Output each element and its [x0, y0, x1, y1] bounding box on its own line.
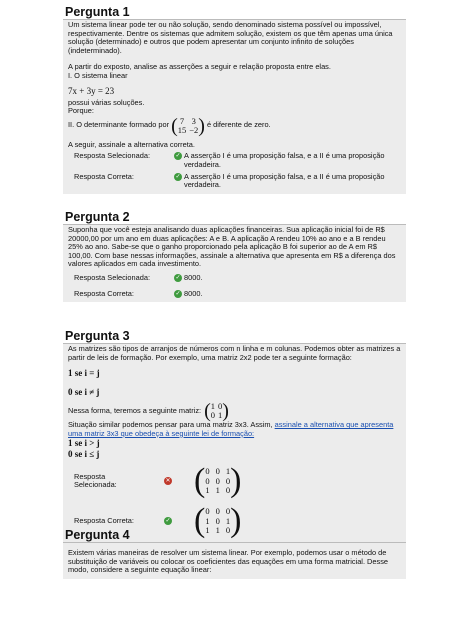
q1-intro: Um sistema linear pode ter ou não solução, sendo denominado sistema possível ou impossível, respectivamente. Dentre os sistemas que admitem solução, existem os que têm apenas uma única solução (determinado) e outros que podem apresentar um conjunto infinito de soluções (indeterminado).: [68, 20, 393, 55]
correct-answer-matrix: ( 0 0 0 1 0 1 1 1 0 ): [194, 502, 242, 540]
q1-because: Porque:: [68, 106, 94, 116]
selected-answer-label: Resposta Selecionada:: [74, 471, 117, 490]
cross-icon: ✕: [165, 478, 171, 485]
selected-answer-text: 8000.: [184, 272, 203, 282]
q3-matrix-intro: Nessa forma, teremos a seguinte matriz:: [68, 405, 202, 415]
matrix-cell: 0: [225, 485, 231, 496]
check-icon: ✓: [175, 290, 181, 297]
matrix-cell: 0: [210, 410, 216, 421]
matrix-cell: 0: [215, 466, 220, 477]
matrix-cell: 1: [205, 525, 210, 536]
matrix-cell: −2: [189, 124, 199, 135]
matrix-cell: 0: [215, 506, 220, 517]
q1-determinant-matrix: ( 7 3 15 −2 ): [171, 114, 205, 137]
q3-intro: As matrizes são tipos de arranjos de números com n linha e m colunas. Podemos obter as matrizes a partir de leis de formação. Por exemplo, uma matriz 2x2 pode ter a seguinte formação:: [68, 344, 401, 362]
matrix-cell: 0: [218, 401, 223, 412]
correct-answer-text: 8000.: [184, 288, 203, 298]
q3-rule-1: 1 se i = j: [68, 368, 100, 379]
question-2-title: Pergunta 2: [63, 210, 406, 225]
question-3-body: [63, 344, 406, 554]
q2-text: Suponha que você esteja analisando duas aplicações financeiras. Sua aplicação inicial foi de R$ 20000,00 por um ano em duas aplicações: A e B. A aplicação A rendeu 10% ao ano e a B rendeu 25% ao ano. Sabe-se que o ganho proporcionado pela aplicação B foi superior ao de A em R$ 100,00. Com base nessas informações, assinale a alternativa que apresenta em R$ a diferença dos valores aplicados em cada investimento.: [68, 225, 396, 269]
matrix-cell: 0: [215, 515, 220, 526]
q1-assertion-2-end: é diferente de zero.: [206, 120, 271, 130]
matrix-cell: 1: [205, 515, 210, 526]
matrix-cell: 1: [218, 410, 223, 421]
matrix-cell: 1: [225, 466, 231, 477]
selected-answer-matrix: ( 0 0 1 0 0 0 1 1 0 ): [194, 462, 242, 500]
correct-answer-label: Resposta Correta:: [74, 516, 134, 526]
q1-assertion-1: I. O sistema linear: [68, 70, 128, 80]
question-4: [63, 525, 406, 579]
q2-selected-answer: [68, 274, 401, 283]
question-2: [63, 210, 406, 302]
q4-text: Existem várias maneiras de resolver um sistema linear. Por exemplo, podemos usar o método de substituição de variáveis ou colocar os coeficientes das equações em uma forma matricial. Desse modo, considere a seguinte equação linear:: [68, 548, 389, 575]
selected-answer-label: Resposta Selecionada:: [74, 272, 151, 282]
q3-rule-2: 0 se i ≠ j: [68, 387, 100, 398]
matrix-cell: 0: [205, 506, 210, 517]
q3-rule-4: 0 se i ≤ j: [68, 449, 100, 460]
question-4-body: [63, 543, 406, 579]
q3-situation: [68, 421, 401, 438]
check-icon: ✓: [165, 518, 171, 525]
matrix-cell: 7: [179, 115, 185, 126]
matrix-cell: 0: [225, 506, 231, 517]
question-1-title: Pergunta 1: [63, 5, 406, 20]
question-3: [63, 329, 406, 554]
q3-identity-matrix: ( 1 0 0 1 ): [204, 400, 229, 423]
check-icon: ✓: [175, 153, 181, 160]
matrix-cell: 0: [225, 475, 231, 486]
q1-assertion-1-end: possui várias soluções.: [68, 97, 145, 107]
question-3-title: Pergunta 3: [63, 329, 406, 344]
q3-rule-3: 1 se i > j: [68, 438, 100, 449]
q1-equation: 7x + 3y = 23: [68, 85, 115, 96]
check-icon: ✓: [175, 173, 181, 180]
q1-assertion-2-start: II. O determinante formado por: [68, 120, 170, 130]
q3-situation-text: Situação similar podemos pensar para uma matriz 3x3. Assim,: [68, 420, 273, 430]
matrix-cell: 1: [215, 525, 220, 536]
matrix-cell: 15: [177, 124, 187, 135]
q1-correct-answer: [68, 173, 401, 190]
matrix-cell: 1: [210, 401, 216, 412]
q1-statement: A partir do exposto, analise as asserções a seguir e relação proposta entre elas.: [68, 62, 331, 72]
correct-answer-label: Resposta Correta:: [74, 171, 134, 181]
q2-correct-answer: [68, 290, 401, 299]
question-4-title: Pergunta 4: [63, 528, 406, 543]
matrix-cell: 0: [215, 475, 220, 486]
question-1-body: [63, 20, 406, 194]
q3-prompt-link[interactable]: assinale a alternativa que apresenta uma matriz 3x3 que obedeça à seguinte lei de formação:: [68, 420, 394, 438]
matrix-cell: 1: [225, 515, 231, 526]
matrix-cell: 3: [191, 115, 196, 126]
matrix-cell: 1: [215, 485, 220, 496]
correct-answer-text: A asserção I é uma proposição falsa, e a II é uma proposição verdadeira.: [184, 171, 385, 190]
correct-answer-label: Resposta Correta:: [74, 288, 134, 298]
q3-selected-answer: [68, 464, 401, 498]
check-icon: ✓: [175, 274, 181, 281]
selected-answer-text: A asserção I é uma proposição falsa, e a II é uma proposição verdadeira.: [184, 151, 385, 169]
question-1: [63, 5, 406, 194]
selected-answer-label: Resposta Selecionada:: [74, 151, 151, 161]
q1-prompt: A seguir, assinale a alternativa correta.: [68, 139, 195, 149]
matrix-cell: 1: [205, 485, 210, 496]
matrix-cell: 0: [205, 475, 210, 486]
matrix-cell: 0: [225, 525, 231, 536]
question-2-body: [63, 225, 406, 302]
matrix-cell: 0: [205, 466, 210, 477]
q1-selected-answer: [68, 152, 401, 169]
